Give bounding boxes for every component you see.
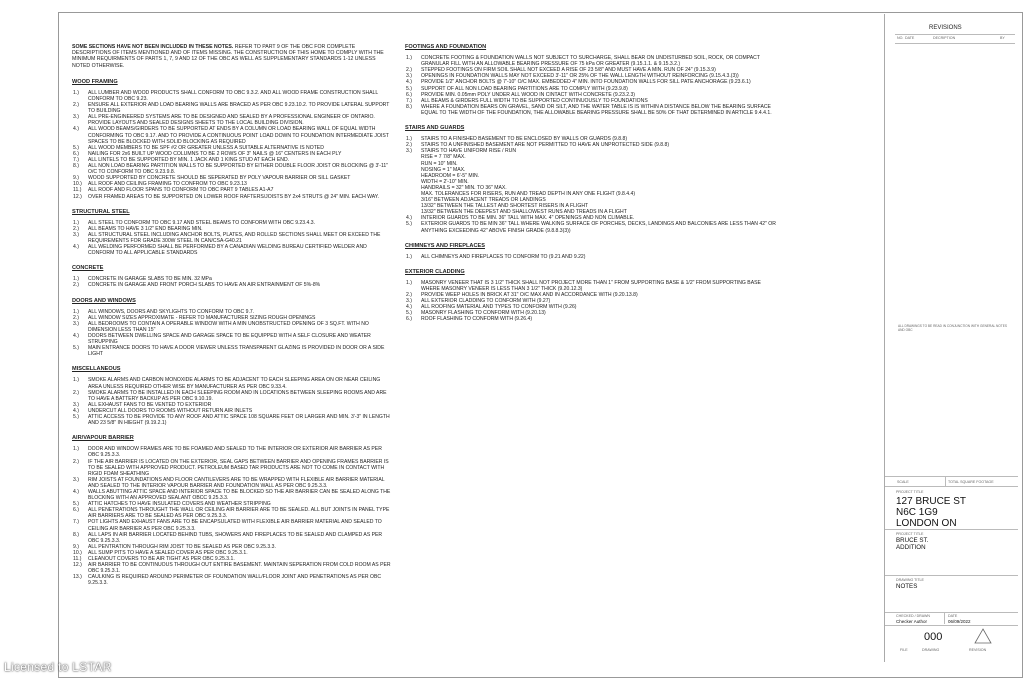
note-text: DOORS BETWEEN DWELLING SPACE AND GARAGE SPACE TO BE EQUIPPED WITH A SELF CLOSURE AND WEATER STRUPPING: [88, 333, 371, 346]
note-item: [405, 280, 777, 292]
note-item: [72, 321, 392, 333]
revisions-top-rule: [895, 34, 1015, 35]
notes-section: [405, 125, 777, 234]
note-item: [72, 163, 392, 175]
note-item: [72, 114, 392, 126]
note-number: 5.): [73, 144, 79, 151]
note-text: MASONRY VENEER THAT IS 3 1/2" THICK SHALL NOT PROJECT MORE THAN 1" FROM SUPPORTING BASE & 1/2" FROM SUPPORTING BASE WHERE MASONRY VENEER IS LESS THAN 3 1/2" THICK (9.20.12.3): [421, 279, 761, 292]
note-item: [72, 459, 392, 477]
note-item: [72, 345, 392, 357]
notes-section: [405, 269, 777, 323]
drawing-title-label: DRAWING TITLE: [896, 578, 924, 582]
note-number: 1.): [73, 377, 79, 384]
note-number: 5.): [73, 414, 79, 421]
scale-divider: [945, 476, 946, 486]
note-text: PROVIDE 1/2" ANCHOR BOLTS @ 7'-10" O/C MAX. EMBEDDED 4" MIN. INTO FOUNDATION WALLS FOR SILL PATE ANCHORAGE (9.23.6.1): [421, 79, 751, 86]
notes-left-column: [72, 44, 392, 595]
note-number: 4.): [406, 304, 412, 311]
note-item: [72, 377, 392, 389]
note-text: STAIRS TO A FINISHED BASEMENT TO BE ENCLOSED BY WALLS OR GUARDS (9.8.8): [421, 136, 628, 143]
note-number: 6.): [406, 316, 412, 323]
note-number: 10.): [73, 549, 82, 556]
revision-triangle-icon: [974, 628, 992, 644]
note-number: 5.): [406, 310, 412, 317]
note-number: 3.): [73, 231, 79, 238]
note-item: [405, 104, 777, 116]
note-text: ALL WINDOWS, DOORS AND SKYLIGHTS TO CONFORM TO OBC 9.7.: [88, 308, 255, 315]
note-text: ALL SUMP PITS TO HAVE A SEALED COVER AS PER OBC 9.25.3.1.: [88, 549, 248, 556]
note-number: 1.): [406, 253, 412, 260]
project-desc-top-rule: [885, 529, 1018, 530]
note-number: 1.): [406, 136, 412, 143]
notes-section: [405, 44, 777, 116]
date-label: DATE: [948, 614, 958, 618]
note-text: ALL CHIMNEYS AND FIREPLACES TO CONFORM TO (9.21 AND 9.22): [421, 253, 586, 260]
intro-paragraph: [72, 44, 392, 69]
rev-header-by: BY: [1000, 36, 1005, 40]
note-text: SUPPORT OF ALL NON LOAD BEARING PARTITIONS ARE TO COMPLY WITH (9.23.9.8): [421, 85, 628, 92]
section-heading: DOORS AND WINDOWS: [72, 297, 136, 304]
scale-label: SCALE: [897, 480, 909, 484]
note-item: [72, 519, 392, 531]
project-description: [896, 537, 928, 551]
note-number: 5.): [73, 345, 79, 352]
note-number: [405, 191, 421, 215]
note-text: ALL STEEL TO CONFORM TO OBC 9.17 AND STEEL BEAMS TO CONFORM WITH OBC 9.23.4.3.: [88, 219, 316, 226]
title-block: [884, 14, 1019, 662]
section-heading: STAIRS AND GUARDS: [405, 125, 465, 132]
drawing-title-top-rule: [885, 575, 1018, 576]
note-text: ALL NON LOAD BEARING PARTITION WALLS TO BE SUPPORTED BY EITHER DOUBLE FLOOR JOIST OR BLOCKING @ 3'-11" O/C TO CONFORM TO OBC 9.23.9.8.: [88, 163, 389, 176]
note-text: ALL PENTRATION THROUGH RIM JOIST TO BE SEALED AS PER OBC 9.25.3.3.: [88, 543, 276, 550]
notes-section: [72, 79, 392, 200]
note-item: [72, 574, 392, 586]
note-number: 1.): [73, 446, 79, 453]
left-sections: [72, 79, 392, 587]
date-value: 06/09/2022: [948, 619, 971, 624]
note-item: [72, 489, 392, 501]
note-text: ALL WELDING PERFORMED SHALL BE PERFORMED BY A CANADIAN WELDING BUREAU CERTIFIED WELDER AND CONFORM TO ALL APPLICABLE STANDARDS: [88, 244, 367, 257]
notes-section: [72, 209, 392, 257]
note-number: 2.): [406, 142, 412, 149]
note-number: 9.): [73, 175, 79, 182]
note-text: ALL LAPS IN AIR BARRIER LOCATED BEHIND TUBS, SHOWERS AND FIREPLACES TO BE SEALED AND CLAMPED AS PER OBC 9.25.3.3.: [88, 531, 383, 544]
drawing-title: NOTES: [896, 583, 918, 590]
note-number: 2.): [73, 282, 79, 289]
note-item: [405, 221, 777, 233]
project-title-label: PROJECT TITLE: [896, 490, 924, 494]
sheet-top-rule: [885, 625, 1018, 626]
note-text: PROVIDE MIN. 0.05mm POLY UNDER ALL WOOD IN CINTACT WITH CONCRETE (9.23.2.3): [421, 91, 635, 98]
section-heading: EXTERIOR CLADDING: [405, 268, 465, 275]
license-watermark: Licensed to LSTAR: [4, 660, 112, 674]
note-number: 7.): [406, 97, 412, 104]
note-text: STEPPED FOOTINGS ON FIRM SOIL SHALL NOT EXCEED A RISE OF 23 5/8" AND MUST HAVE A MIN. RUN OF 24" (9.15.3.9): [421, 67, 716, 74]
note-text: ALL STRUCTURAL STEEL INCLUDING ANCHOR BOLTS, PLATES, AND ROLLED SECTIONS SHALL MEET OR EXCEED THE REQUIREMENTS FOR GRADE 300W STEEL IN CAN/CSA-G40.21: [88, 231, 381, 244]
note-text: CONCRETE FOOTING & FOUNDATION WALLS NOT SUBJECT TO SURCHARGE, SHALL BEAR ON UNDISTURBED SOIL, ROCK, OR COMPACT GRANULAR FILL WITH AN ALLOWABLE BEARING PRESSURE OF 75 kPa OR GREATER (9.15.1.1. & 9.15.3.2.): [421, 55, 760, 68]
note-number: 5.): [73, 501, 79, 508]
note-number: 6.): [73, 507, 79, 514]
note-text: ALL ROOFING MATERIAL AND TYPES TO CONFORM WITH (9.26): [421, 304, 577, 311]
note-text: ROOF FLASHING TO CONFORM WITH (9.26.4): [421, 316, 533, 323]
note-text: ATTIC ACCESS TO BE PROVIDE TO ANY ROOF AND ATTIC SPACE 108 SQUARE FEET OR LARGER AND MIN. 3'-3" IN LENGTH AND 23 5/8" IN HIEGHT (9.19.2.1): [88, 414, 390, 427]
note-text: RIM JOISTS AT FOUNDATIONS AND FLOOR CANTILEVERS ARE TO BE WRAPPED WITH FLEXIBLE AIR BARRIER MATERIAL AND SEALED TO THE INTERIOR VAPOUR BARRIER AND FOUNDATION WALL AS PER OBC 9.25.3.3.: [88, 476, 385, 489]
note-text: SMOKE ALARMS AND CARBON MONOXIDE ALARMS TO BE ADJACENT TO EACH SLEEPING AREA ON OR NEAR CEILING AREA UNLESS REQUIRED OTHER WISE BY MANUFACTURER AS PER OBC 9.33.4.: [88, 377, 381, 390]
notes-section: [72, 265, 392, 288]
note-text: ENSURE ALL EXTERIOR AND LOAD BEARING WALLS ARE BRACED AS PER OBC 9.23.10.2. TO PROVIDE LATERAL SUPPORT TO BUILDING: [88, 102, 390, 115]
section-heading: FOOTINGS AND FOUNDATION: [405, 44, 487, 50]
note-number: 6.): [406, 91, 412, 98]
note-number: 4.): [73, 407, 79, 414]
rev-header-no: NO.: [897, 36, 904, 40]
note-number: 3.): [73, 401, 79, 408]
note-number: 4.): [406, 79, 412, 86]
note-number: 4.): [73, 244, 79, 251]
sheet-number: 000: [924, 631, 943, 643]
note-item: [72, 90, 392, 102]
note-number: 3.): [73, 114, 79, 121]
note-text: ALL LINTELS TO BE SUPPORTED BY MIN. 1 JACK AND 1 KING STUD AT EACH END.: [88, 156, 290, 163]
note-number: 6.): [73, 150, 79, 157]
note-number: 7.): [73, 156, 79, 163]
checked-value: Checker Author: [896, 619, 928, 624]
note-number: 2.): [73, 102, 79, 109]
note-number: 1.): [73, 89, 79, 96]
note-number: 5.): [406, 85, 412, 92]
checked-divider: [944, 612, 945, 624]
revision-label: REVISION: [969, 648, 987, 652]
notes-section: [405, 243, 777, 260]
note-text: CAULKING IS REQUIRED AROUND PERIMETER OF FOUNDATION WALL/FLOOR JOINT AND PENETRATIONS AS PER OBC 9.25.3.3.: [88, 574, 382, 587]
checked-top-rule: [885, 612, 1018, 613]
note-number: 12.): [73, 193, 82, 200]
project-description-line: ADDITION: [896, 544, 926, 551]
note-number: 3.): [406, 73, 412, 80]
revisions-header-rule: [895, 43, 1015, 44]
note-number: 2.): [73, 458, 79, 465]
note-item: [72, 194, 392, 200]
note-text: WALLS ABUTTING ATTIC SPACE AND INTERIOR SPACE TO BE BLOCKED SO THE AIR BARRIER CAN BE SEALED ALONG THE BLOCKING WITH AN APPROVED SEALANT OBCC 9.25.3.3.: [88, 488, 391, 502]
note-text: POT LIGHTS AND EXHAUST FANS ARE TO BE ENCAPSULATED WITH FLEXIBLE AIR BARRIER MATERIAL AND SEALED TO CEILING AIR BARRIER AS PER OBC 9.25.3.3.: [88, 519, 382, 532]
project-description-line: BRUCE ST.: [896, 537, 929, 544]
note-number: 11.): [73, 556, 82, 562]
note-number: 11.): [73, 187, 82, 194]
note-item: [405, 191, 777, 215]
note-text: UNDERCUT ALL DOORS TO ROOMS WITHOUT RETURN AIR INLETS: [88, 407, 253, 414]
note-text: MASONRY FLASHING TO CONFORM WITH (9.20.13): [421, 310, 546, 317]
note-text: ALL EXTERIOR CLADDING TO CONFORM WITH (9.27): [421, 298, 551, 305]
file-label: FILE: [900, 648, 908, 652]
rev-header-description: DECRIPTION: [933, 36, 956, 40]
rev-header-date: DATE: [905, 36, 915, 40]
note-number: 1.): [73, 308, 79, 315]
drawing-label: DRAWING: [922, 648, 940, 652]
note-item: [72, 507, 392, 519]
note-number: 1.): [406, 55, 412, 62]
note-text: ALL LUMBER AND WOOD PRODUCTS SHALL CONFORM TO OBC 9.3.2. AND ALL WOOD FRAME CONSTRUCTION SHALL CONFORM TO OBC 9.23.: [88, 89, 379, 102]
project-address-line: N6C 1G9: [896, 507, 938, 518]
note-text: STAIRS TO A UNFINISHED BASEMENT ARE NOT PERMITTED TO HAVE AN UNPROTECTED SIDE (9.8.8): [421, 142, 670, 149]
notes-section: [72, 435, 392, 586]
note-number: 3.): [406, 148, 412, 155]
note-text: OVER FRAMED AREAS TO BE SUPPORTED ON LOWER ROOF RAFTERS/JOISTS BY 2x4 STRUTS @ 24" MIN. EACH WAY.: [88, 193, 379, 200]
note-text: OPENINGS IN FOUNDATION WALLS MAY NOT EXCEED 3'-11" OR 25% OF THE WALL LENGTH WITHOUT REINFORCING (9.15.4.3.(3)): [421, 73, 739, 80]
section-heading: WOOD FRAMING: [72, 78, 118, 85]
note-number: 7.): [73, 519, 79, 526]
intro-text: REFER TO PART 9 OF THE OBC FOR COMPLETE DESCRIPTIONS OF ITEMS MENTIONED AND OF ITEMS MISSING. THE CONSTRUCTION OF THIS HOME TO COMPLY WITH THE MINIMUM REQUIRMENTS OF PARTS 1, 7, 9 AND 12 OF THE OBC AS WELL AS SUPPLEMENTARY STANDARDS 1-12 UNLESS NOTED OTHERWISE.: [72, 44, 384, 69]
note-text: ALL BEAMS & GIRDERS FULL WIDTH TO BE SUPPORTED CONTINUOUSLY TO FOUNDATIONS: [421, 97, 648, 104]
scale-top-rule: [885, 476, 1018, 477]
note-text: ATTIC HATCHES TO HAVE INSULATED COVERS AND WEATHER STRIPPING: [88, 501, 271, 508]
note-text: STAIRS TO HAVE UNIFORM RISE / RUN RISE = 7 7/8" MAX. RUN = 10" MIN. NOSING = 1" MAX. HEADROOM = 6'-5" MIN. WIDTH = 2'-10" MIN. HANDRAILS = 32" MIN. TO 36" MAX.: [421, 148, 516, 191]
note-number: 9.): [73, 543, 79, 550]
right-sections: [405, 44, 777, 323]
section-heading: MISCELLANEOUS: [72, 366, 121, 373]
note-number: 1.): [73, 219, 79, 226]
note-item: [72, 232, 392, 244]
note-number: 13.): [73, 574, 82, 581]
note-item: [72, 244, 392, 256]
revisions-title: REVISIONS: [929, 25, 962, 31]
notes-right-column: [405, 44, 777, 332]
note-item: [405, 55, 777, 67]
note-text: ALL PENETRATIONS THROUGHT THE WALL OR CEILING AIR BARRIER ARE TO BE SEALED. ALL BUT JOINTS IN PANEL TYPE AIR BARRIERS ARE TO BE SEALED AS PER OBC 9.25.3.3.: [88, 507, 390, 520]
note-item: [72, 282, 392, 288]
note-item: [405, 148, 777, 191]
note-number: 3.): [73, 320, 79, 327]
note-item: [72, 126, 392, 144]
note-text: CONCRETE IN GARAGE AND FRONT PORCH SLABS TO HAVE AN AIR ENTRAINMENT OF 5%-8%: [88, 282, 321, 289]
note-number: 4.): [73, 126, 79, 133]
note-text: ALL WINDOW SIZES APPROXIMATE - REFER TO MANUFACTURER SIZING ROUGH OPENINGS: [88, 314, 316, 321]
note-text: EXTERIOR GUARDS TO BE MIN 36" TALL WHERE WALKING SURFACE OF PORCHES, DECKS, LANDINGS AND BALCONIES ARE LESS THAN 42" OR ANYTHING EXCEEDING 42" ABOVE FINISH GRADE (9.8.8.3(3)): [421, 221, 776, 234]
note-item: [72, 333, 392, 345]
note-text: MAIN ENTRANCE DOORS TO HAVE A DOOR VIEWER UNLESS TRANSPARENT GLAZING IS PROVIDED IN DOOR OR A SIDE LIGHT: [88, 345, 385, 358]
note-text: INTERIOR GUARDS TO BE MIN. 36" TALL WITH MAX. 4" OPENINGS AND NON CLIMABLE.: [421, 215, 635, 222]
project-address-line: LONDON ON: [896, 518, 957, 529]
note-number: 8.): [73, 531, 79, 538]
note-text: ALL BEDROOMS TO CONTAIN A OPERABLE WINDOW WITH A MIN UNOBSTRUCTED OPENING OF 3 SQ.FT. WITH NO DIMENSION LESS THAN 15": [88, 320, 369, 333]
note-text: NAILING FOR 2x6 BUILT UP WOOD COLUMNS TO BE 2 ROWS OF 3" NAILS @ 16" CENTERS IN EACH PLY: [88, 150, 342, 157]
note-number: 8.): [73, 163, 79, 170]
notes-section: [72, 298, 392, 358]
note-item: [405, 254, 777, 260]
section-heading: CONCRETE: [72, 265, 104, 272]
note-text: ALL BEAMS TO HAVE 3 1/2" END BEARING MIN.: [88, 225, 203, 232]
note-text: AIR BARRIER TO BE CONTINUOUS THROUGH OUT ENTIRE BASEMENT. MAINTAIN SEPERATION FROM COLD ROOM AS PER OBC 9.25.3.1.: [88, 562, 391, 575]
project-address-line: 127 BRUCE ST: [896, 496, 967, 507]
section-heading: AIR/VAPOUR BARRIER: [72, 435, 134, 442]
note-item: [405, 316, 777, 322]
note-text: MAX. TOLERANCES FOR RISERS, RUN AND TREAD DEPTH IN ANY ONE FLIGHT (9.8.4.4) 3/16" BETWEEN ADJACENT TREADS OR LANDINGS 13/32" BETWEEN THE TALLEST AND SHORTEST RISERS IN A FLIGHT 13/32" BETWEEN THE DEEPEST AND SHALLOWEST RUNS AND TREADS IN A FLIGHT: [421, 190, 636, 216]
checked-label: CHECKED / DRAWN: [896, 614, 931, 618]
note-item: [72, 390, 392, 402]
section-heading: CHIMNEYS AND FIREPLACES: [405, 242, 485, 249]
note-number: 8.): [406, 103, 412, 110]
note-text: ALL PRE-ENGINEERED SYSTEMS ARE TO BE DESIGNED AND SEALED BY A PROFESSIONAL ENGINEER OF ONTARIO. PROVIDE LAYOUTS AND SEALED DESIGNS SHEETS TO THE LOCAL BUILDING DIVISION.: [88, 114, 375, 127]
note-text: SMOKE ALARMS TO BE INSTALLED IN EACH SLEEPING ROOM AND IN LOCATIONS BETWEEN SLEEPING ROOMS AND ARE TO HAVE A BATTERY BACKUP AS PER OBC 9.10.19.: [88, 389, 387, 402]
conjunction-note: ALL DRAWINGS TO BE READ IN CONJUNCTION WITH GENERAL NOTES AND OBC: [898, 324, 1007, 332]
note-item: [72, 446, 392, 458]
note-text: IF THE AIR BARRIER IS LOCATED ON THE EXTERIOR, SEAL GAPS BETWEEN BARRIER AND OPENING FRAMES BARRIER IS TO BE SEALED WITH APPROVED PRODUCT. PETROLEUM BASED TAR PRODUCTS ARE NOT TO COME IN CONTACT WITH RIGID FOAM SHEATHING: [88, 458, 389, 477]
note-number: 4.): [406, 215, 412, 222]
note-text: ALL EXHAUST FANS TO BE VENTED TO EXTERIOR: [88, 401, 212, 408]
project-desc-label: PROJECT TITLE: [896, 532, 924, 536]
note-number: 3.): [406, 298, 412, 305]
note-item: [72, 414, 392, 426]
note-text: CLEANOUT COVERS TO BE AIR TIGHT AS PER OBC 9.25.3.1.: [88, 556, 235, 562]
total-area-label: TOTAL SQUARE FOOTAGE: [948, 480, 994, 484]
note-text: PROVIDE WEEP HOLES IN BRICK AT 31" O/C MAX AND IN ACCORDANCE WITH (9.20.13.8): [421, 292, 638, 299]
notes-section: [72, 366, 392, 426]
section-heading: STRUCTURAL STEEL: [72, 208, 130, 215]
note-number: 5.): [406, 221, 412, 228]
note-item: [72, 477, 392, 489]
intro-bold: SOME SECTIONS HAVE NOT BEEN INCLUDED IN THESE NOTES.: [72, 44, 234, 50]
note-item: [72, 102, 392, 114]
note-number: 1.): [406, 279, 412, 286]
note-text: ALL WOOD BEAMS/GIRDERS TO BE SUPPORTED AT ENDS BY A COLUMN OR LOAD BEARING WALL OF EQUAL WIDTH CONFORMING TO OBC 9.17. AND TO PROVIDE A CONTINUOUS POINT LOAD DOWN TO FOUNDATION INTERMEDIATE JOIST SPACES TO BE BLOCKED WITH SOLID BLOCKING AS REQUIRED: [88, 126, 389, 145]
note-number: 4.): [73, 333, 79, 339]
note-text: WHERE A FOUNDATION BEARS ON GRAVEL, SAND OR SILT, AND THE WATER TABLE IS IS WITHIN A DISTANCE BELOW THE BEARING SURFACE EQUAL TO THE WIDTH OF THE FOUNDATION, THE ALLOWABLE BEARING PRESSURE SHALL BE 50% OF THAT DETERMINED IN ARTICLE 9.4.4.1.: [421, 103, 772, 116]
note-number: 10.): [73, 181, 82, 188]
note-item: [72, 562, 392, 574]
project-address: [896, 496, 966, 529]
note-text: ALL ROOF AND FLOOR SPANS TO CONFORM TO OBC PART 9 TABLES A1-A7: [88, 187, 274, 194]
note-number: 4.): [73, 488, 79, 495]
note-number: 1.): [73, 276, 79, 283]
note-text: DOOR AND WINDOW FRAMES ARE TO BE FOAMED AND SEALED TO THE INTERIOR OR EXTERIOR AIR BARRIER AS PER OBC 9.25.3.3.: [88, 446, 382, 459]
note-number: 2.): [73, 314, 79, 321]
note-number: 3.): [73, 476, 79, 483]
note-number: 2.): [406, 67, 412, 74]
note-item: [72, 532, 392, 544]
note-number: 2.): [73, 389, 79, 396]
project-top-rule: [885, 486, 1018, 487]
note-text: ALL WOOD MEMBERS TO BE SPF #2 OR GREATER UNLESS A SUITABLE ALTERNATIVE IS NOTED: [88, 144, 324, 151]
note-number: 2.): [406, 292, 412, 299]
note-number: 12.): [73, 562, 82, 569]
note-text: ALL ROOF AND CEILING FRAMING TO CONFROM TO OBC 9.23.13: [88, 181, 247, 188]
note-number: 2.): [73, 225, 79, 232]
note-text: CONCRETE IN GARAGE SLABS TO BE MIN. 32 MPa: [88, 276, 212, 283]
note-text: WOOD SUPPORTED BY CONCRETE SHOULD BE SEPERATED BY POLY VAPOUR BARRIER OR SILL GASKET: [88, 175, 351, 182]
